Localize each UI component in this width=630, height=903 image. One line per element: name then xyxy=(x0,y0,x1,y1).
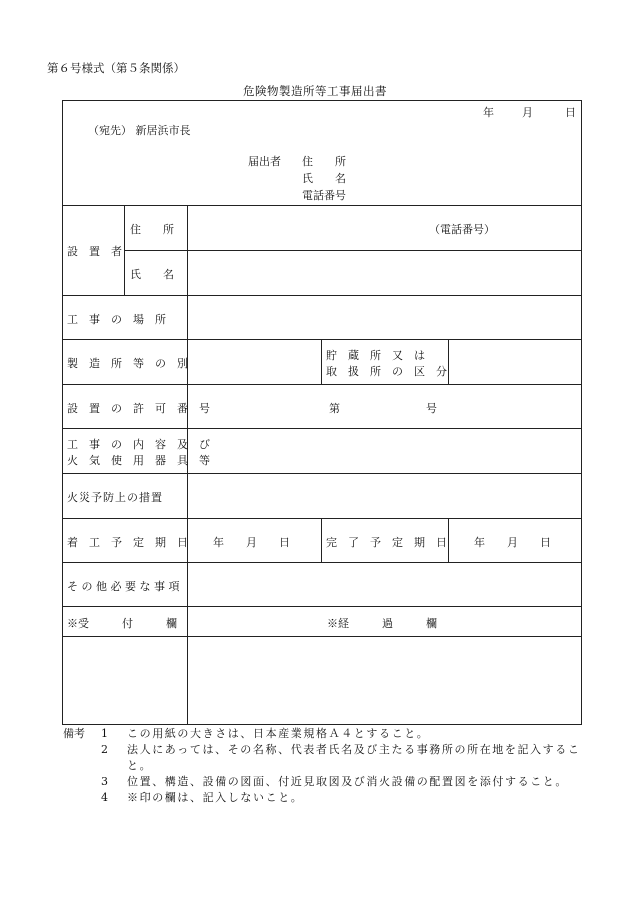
note-text: 法人にあっては、その名称、代表者氏名及び主たる事務所の所在地を記入すること。 xyxy=(127,743,581,772)
note-number: 2 xyxy=(101,743,108,756)
row-divider xyxy=(62,636,582,637)
note-item xyxy=(63,742,583,774)
note-item xyxy=(63,774,583,790)
permit-number-label: 設 置 の 許 可 番 号 xyxy=(67,402,210,415)
note-text: この用紙の大きさは、日本産業規格Ａ４とすること。 xyxy=(127,727,430,740)
document-title: 危険物製造所等工事届出書 xyxy=(243,84,387,98)
note-number: 4 xyxy=(101,791,108,804)
notifier-phone-label: 電話番号 xyxy=(302,189,346,202)
permit-dai: 第 xyxy=(329,402,340,415)
fire-prevention-label: 火災予防上の措置 xyxy=(67,491,163,504)
note-number: 3 xyxy=(101,775,108,788)
row-divider xyxy=(62,562,582,563)
column-divider xyxy=(448,339,449,384)
reception-label: ※受 付 欄 xyxy=(67,617,177,630)
notes xyxy=(63,726,583,806)
column-divider xyxy=(448,518,449,562)
work-content-label: 工 事 の 内 容 及 び xyxy=(67,438,210,451)
installer-label: 設 置 者 xyxy=(67,245,122,258)
row-divider xyxy=(62,606,582,607)
work-location-label: 工 事 の 場 所 xyxy=(67,313,166,326)
installer-name-label: 氏 名 xyxy=(130,268,174,281)
notifier-name-label: 氏 名 xyxy=(302,172,346,185)
start-date-ymd: 年 月 日 xyxy=(213,536,290,549)
column-divider xyxy=(321,339,322,384)
start-date-label: 着 工 予 定 期 日 xyxy=(67,536,188,549)
note-item xyxy=(63,726,583,742)
date-month: 月 xyxy=(522,106,533,119)
permit-go: 号 xyxy=(426,402,437,415)
other-matters-label: そ の 他 必 要 な 事 項 xyxy=(67,580,180,593)
date-year: 年 xyxy=(483,106,494,119)
note-item xyxy=(63,790,583,806)
column-divider xyxy=(124,205,125,295)
progress-label: ※経 過 欄 xyxy=(327,617,437,630)
addressee: （宛先） 新居浜市長 xyxy=(88,124,191,137)
row-divider xyxy=(62,518,582,519)
column-divider xyxy=(321,518,322,562)
work-content-label: 火 気 使 用 器 具 等 xyxy=(67,454,210,467)
form-number: 第６号様式（第５条関係） xyxy=(47,61,185,75)
facility-type-label: 製 造 所 等 の 別 xyxy=(67,357,188,370)
row-divider xyxy=(62,428,582,429)
storage-type-label: 貯 蔵 所 又 は xyxy=(326,349,425,362)
row-divider xyxy=(62,205,582,206)
installer-address-label: 住 所 xyxy=(130,223,174,236)
notifier-address-label: 住 所 xyxy=(302,155,346,168)
completion-date-ymd: 年 月 日 xyxy=(474,536,551,549)
row-divider xyxy=(62,384,582,385)
row-divider xyxy=(62,473,582,474)
date-day: 日 xyxy=(565,106,576,119)
note-text: 位置、構造、設備の図面、付近見取図及び消火設備の配置図を添付すること。 xyxy=(127,775,568,788)
completion-date-label: 完 了 予 定 期 日 xyxy=(326,536,447,549)
notes-heading: 備考 xyxy=(63,727,85,740)
row-divider xyxy=(124,250,582,251)
notifier-label: 届出者 xyxy=(248,155,281,168)
note-text: ※印の欄は、記入しないこと。 xyxy=(127,791,304,804)
row-divider xyxy=(62,339,582,340)
note-number: 1 xyxy=(101,727,108,740)
storage-type-label: 取 扱 所 の 区 分 xyxy=(326,365,447,378)
installer-phone-label: （電話番号） xyxy=(429,223,495,236)
row-divider xyxy=(62,295,582,296)
